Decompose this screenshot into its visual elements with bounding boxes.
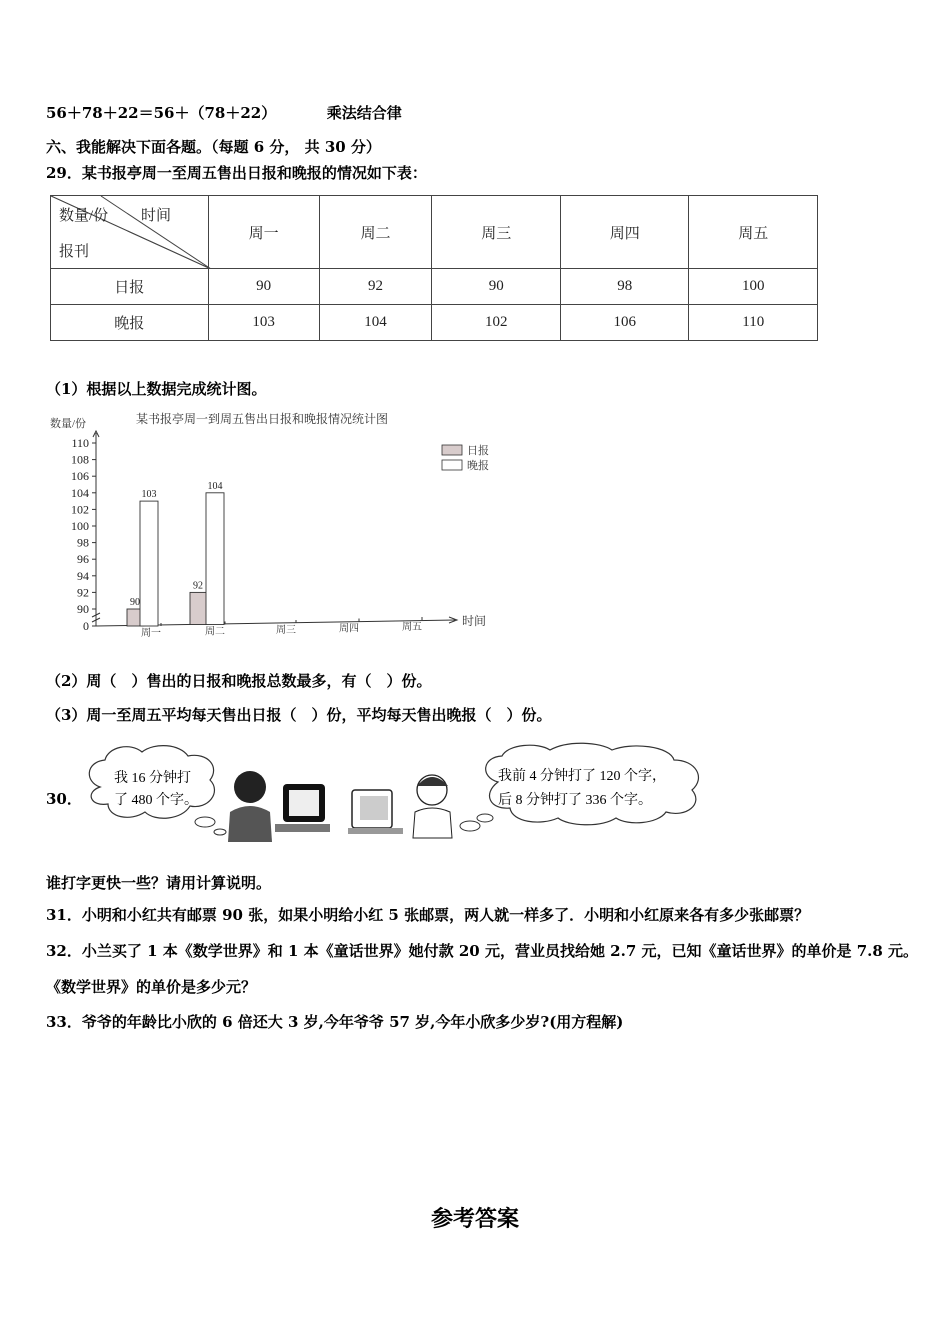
cell: 103 [208, 305, 319, 341]
y-tick-label: 98 [77, 535, 89, 550]
day-header-wed: 周三 [432, 196, 561, 269]
speech-bubble-right [460, 743, 698, 831]
legend-swatch-evening [442, 460, 462, 470]
q31-text: 31．小明和小红共有邮票 90 张，如果小明给小红 5 张邮票，两人就一样多了．小明和小红原来各有多少张邮票？ [46, 906, 810, 924]
cell: 110 [689, 305, 818, 341]
left-bubble-line1: 我 16 分钟打 [114, 771, 191, 786]
y-tick-label: 96 [77, 552, 89, 567]
corner-time-label: 时间 [141, 208, 172, 224]
corner-quantity-label: 数量/份 [59, 208, 109, 224]
chart-axes [71, 431, 457, 639]
section-heading: 六、我能解决下面各题。（每题 6 分， 共 30 分） [46, 138, 381, 156]
y-tick-label: 92 [77, 585, 89, 600]
speech-bubble-left [89, 746, 226, 835]
q29-text: 29．某书报亭周一至周五售出日报和晚报的情况如下表： [46, 164, 427, 182]
q29-sub3: （3）周一至周五平均每天售出日报（ ）份，平均每天售出晚报（ ）份。 [46, 706, 552, 724]
data-label-daily: 90 [130, 597, 140, 608]
x-tick-label: 周五 [402, 622, 422, 633]
y-tick-label: 110 [71, 436, 89, 450]
q32-line2: 《数学世界》的单价是多少元？ [46, 978, 257, 996]
cell: 102 [432, 305, 561, 341]
q33-text: 33．爷爷的年龄比小欣的 6 倍还大 3 岁,今年爷爷 57 岁,今年小欣多少岁?(用方程解) [46, 1013, 624, 1031]
typing-illustration [80, 742, 710, 842]
bar-chart [50, 405, 510, 645]
x-tick-label: 周三 [276, 625, 296, 636]
sales-table [50, 195, 818, 341]
prev-answer-line [46, 102, 402, 123]
cell: 100 [689, 269, 818, 305]
data-label-evening: 104 [207, 480, 223, 492]
q29-sub2: （2）周（ ）售出的日报和晚报总数最多，有（ ）份。 [46, 672, 432, 690]
q30-question: 谁打字更快一些？请用计算说明。 [46, 874, 272, 892]
corner-paper-label: 报刊 [59, 244, 90, 260]
right-bubble-line2: 后 8 分钟打了 336 个字。 [498, 793, 652, 808]
cell: 90 [208, 269, 319, 305]
table-row [51, 269, 818, 305]
x-tick-label: 周一 [141, 628, 161, 639]
day-header-fri: 周五 [689, 196, 818, 269]
day-header-tue: 周二 [319, 196, 432, 269]
q30-number: 30． [46, 790, 82, 808]
y-tick-label: 102 [71, 502, 89, 517]
y-tick-label: 0 [83, 619, 89, 633]
bar-evening [140, 501, 158, 626]
y-tick-label: 104 [71, 485, 89, 500]
row-label-evening: 晚报 [51, 305, 209, 341]
data-label-daily: 92 [193, 580, 203, 592]
y-tick-label: 94 [77, 568, 89, 583]
q32-line1: 32．小兰买了 1 本《数学世界》和 1 本《童话世界》她付款 20 元，营业员找给她 2.7 元，已知《童话世界》的单价是 7.8 元。 [46, 942, 919, 960]
cell: 92 [319, 269, 432, 305]
cell: 106 [560, 305, 689, 341]
y-tick-label: 108 [71, 452, 89, 467]
x-tick-label: 周四 [339, 623, 359, 635]
prev-law: 乘法结合律 [326, 104, 402, 122]
y-tick-label: 106 [71, 469, 89, 484]
boy-at-computer-icon [228, 771, 330, 842]
legend-label-daily: 日报 [467, 445, 489, 457]
x-tick-label: 周二 [205, 626, 225, 638]
data-label-evening: 103 [141, 489, 157, 501]
y-tick-label: 90 [77, 602, 89, 616]
cell: 90 [432, 269, 561, 305]
cell: 104 [319, 305, 432, 341]
table-corner-cell [51, 196, 209, 269]
cell: 98 [560, 269, 689, 305]
y-axis-label: 数量/份 [50, 418, 87, 430]
chart-bars [127, 481, 224, 626]
q29-sub1: （1）根据以上数据完成统计图。 [46, 380, 267, 398]
chart-title: 某书报亭周一到周五售出日报和晚报情况统计图 [136, 412, 389, 426]
day-header-mon: 周一 [208, 196, 319, 269]
row-label-daily: 日报 [51, 269, 209, 305]
bar-daily [190, 592, 207, 624]
table-row [51, 305, 818, 341]
x-axis-label: 时间 [462, 614, 487, 628]
right-bubble-line1: 我前 4 分钟打了 120 个字， [498, 769, 666, 784]
y-tick-label: 100 [71, 519, 89, 533]
day-header-thu: 周四 [560, 196, 689, 269]
legend-swatch-daily [442, 445, 462, 455]
prev-expression: 56＋78＋22＝56＋（78＋22） [46, 104, 277, 122]
answer-title: 参考答案 [430, 1206, 519, 1232]
girl-at-computer-icon [348, 775, 452, 838]
bar-evening [206, 493, 224, 625]
chart-legend [442, 443, 489, 472]
left-bubble-line2: 了 480 个字。 [114, 793, 198, 808]
legend-label-evening: 晚报 [467, 460, 489, 472]
